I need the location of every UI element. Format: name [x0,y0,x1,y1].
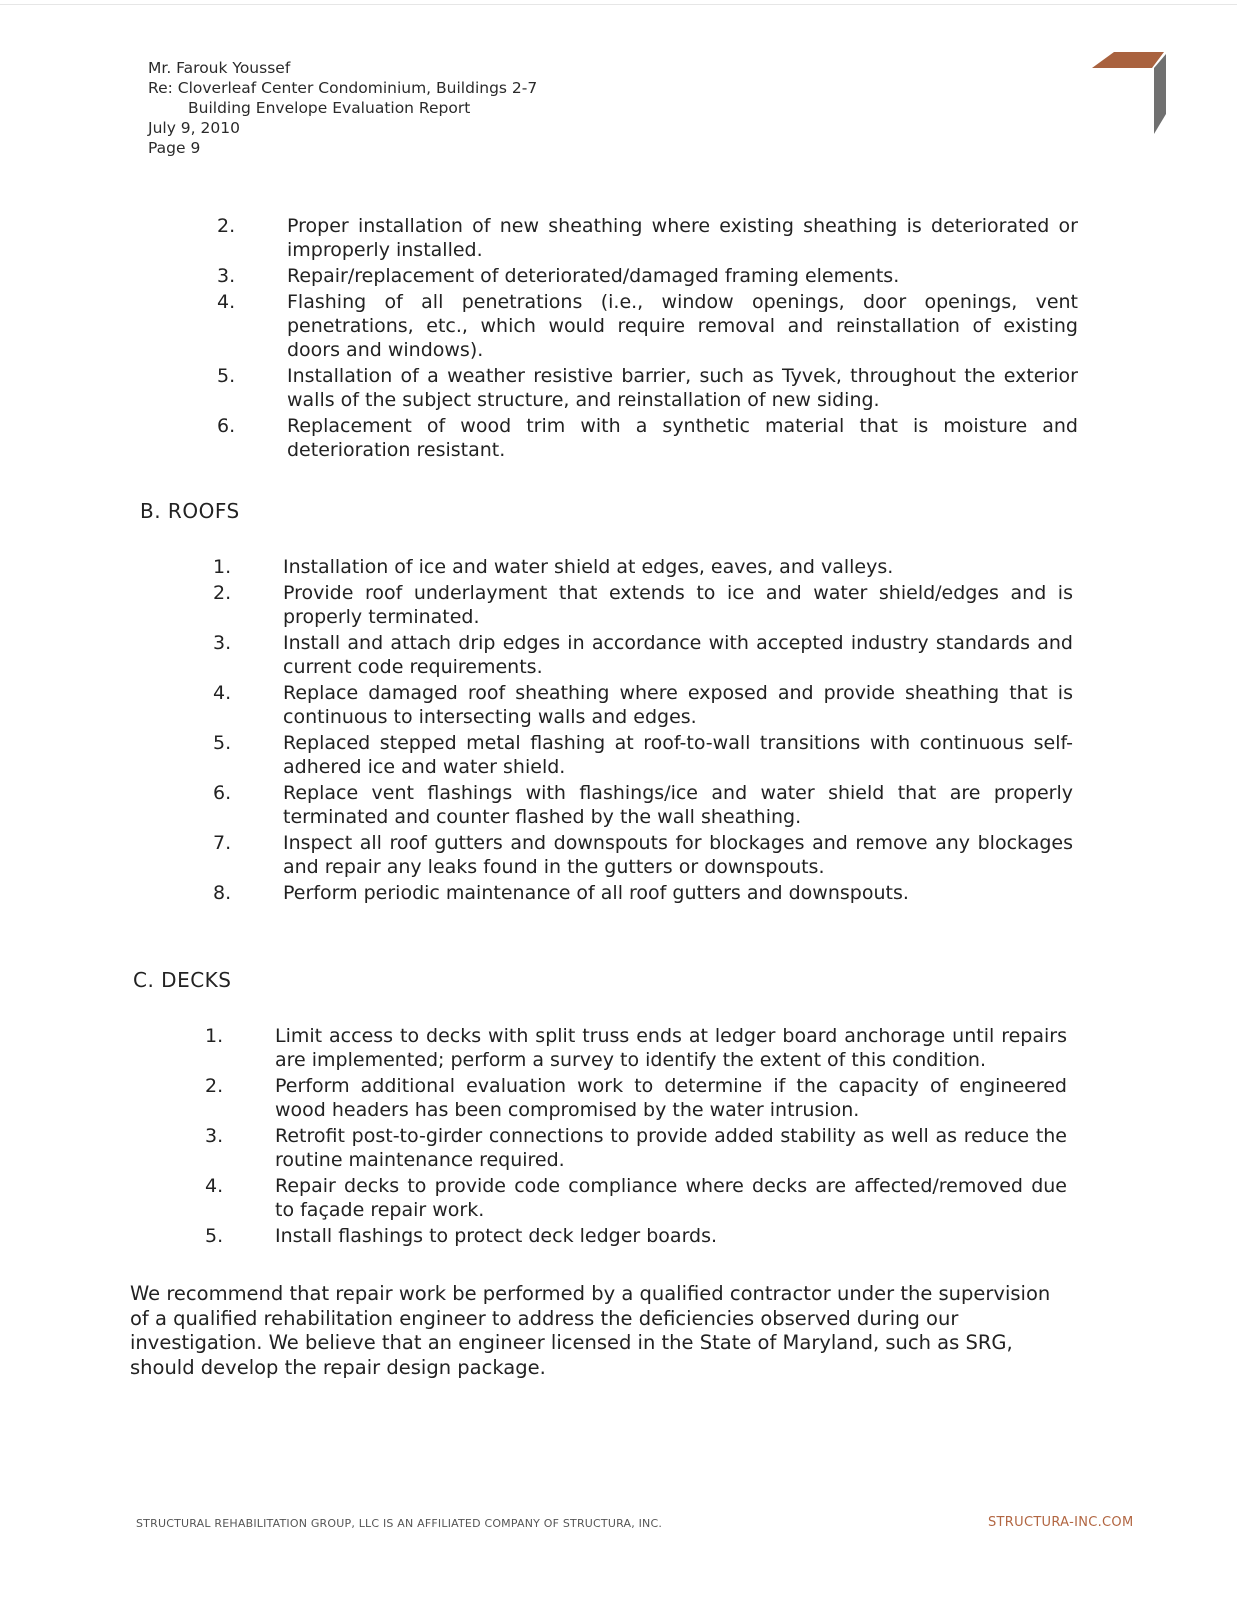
list-item-text: Repair decks to provide code compliance where decks are affected/removed due to façade repair work. [275,1175,1067,1221]
list-item-number: 1. [205,1025,224,1047]
footer-website: STRUCTURA-INC.COM [988,1515,1134,1530]
list-item [217,414,1078,462]
page-number: Page 9 [148,139,201,157]
list-item-text: Proper installation of new sheathing where existing sheathing is deteriorated or improperly installed. [287,215,1078,261]
list-item [213,581,1073,629]
list-item-text: Inspect all roof gutters and downspouts for blockages and remove any blockages and repair any leaks found in the gutters or downspouts. [283,832,1073,878]
decks-recommendations-list [205,1024,1067,1250]
list-item-number: 2. [205,1075,224,1097]
list-item-number: 7. [213,832,232,854]
list-item-text: Flashing of all penetrations (i.e., window openings, door openings, vent penetrations, etc., which would require removal and reinstallation of existing doors and windows). [287,291,1078,361]
list-item-text: Perform periodic maintenance of all roof gutters and downspouts. [283,882,909,904]
list-item-text: Replace damaged roof sheathing where exposed and provide sheathing that is continuous to intersecting walls and edges. [283,682,1073,728]
list-item [205,1074,1067,1122]
list-item-number: 4. [213,682,232,704]
list-item [213,781,1073,829]
top-rule [0,4,1237,5]
list-item-number: 3. [217,265,236,287]
list-item-text: Replaced stepped metal flashing at roof-to-wall transitions with continuous self-adhered ice and water shield. [283,732,1073,778]
list-item-number: 6. [213,782,232,804]
list-item-number: 3. [213,632,232,654]
list-item [205,1024,1067,1072]
list-item-number: 5. [205,1225,224,1247]
list-item [213,555,1073,579]
list-item-text: Perform additional evaluation work to determine if the capacity of engineered wood headers has been compromised by the water intrusion. [275,1075,1067,1121]
list-item-number: 6. [217,415,236,437]
list-item [213,881,1073,905]
list-item-number: 3. [205,1125,224,1147]
list-item-text: Installation of a weather resistive barrier, such as Tyvek, throughout the exterior walls of the subject structure, and reinstallation of new siding. [287,365,1078,411]
re-subject: Building Envelope Evaluation Report [188,99,471,117]
list-item-text: Repair/replacement of deteriorated/damaged framing elements. [287,265,900,287]
list-item-text: Limit access to decks with split truss ends at ledger board anchorage until repairs are implemented; perform a survey to identify the extent of this condition. [275,1025,1067,1071]
list-item-text: Replacement of wood trim with a synthetic material that is moisture and deterioration resistant. [287,415,1078,461]
list-item-number: 2. [217,215,236,237]
footer-affiliation: STRUCTURAL REHABILITATION GROUP, LLC IS AN AFFILIATED COMPANY OF STRUCTURA, INC. [136,1517,663,1530]
list-item-number: 5. [217,365,236,387]
letter-header [148,58,537,158]
letter-date: July 9, 2010 [148,119,240,137]
section-heading-roofs: B. ROOFS [140,499,240,523]
list-item [213,831,1073,879]
list-item [217,214,1078,262]
list-item [217,364,1078,412]
closing-paragraph: We recommend that repair work be performed by a qualified contractor under the supervision of a qualified rehabilitation engineer to address the deficiencies observed during our investigation. We believe that an engineer licensed in the State of Maryland, such as SRG, should develop the repair design package. [130,1282,1051,1379]
list-item [213,631,1073,679]
list-item [205,1174,1067,1222]
list-item-text: Installation of ice and water shield at edges, eaves, and valleys. [283,556,894,578]
list-item [205,1224,1067,1248]
re-line: Re: Cloverleaf Center Condominium, Buildings 2-7 [148,79,538,97]
list-item-text: Retrofit post-to-girder connections to provide added stability as well as reduce the routine maintenance required. [275,1125,1067,1171]
list-item-number: 5. [213,732,232,754]
list-item-number: 4. [217,291,236,313]
list-item-number: 1. [213,556,232,578]
list-item-text: Install flashings to protect deck ledger boards. [275,1225,718,1247]
list-item [217,290,1078,362]
list-item-text: Replace vent flashings with flashings/ice and water shield that are properly terminated and counter flashed by the wall sheathing. [283,782,1073,828]
list-item-text: Install and attach drip edges in accordance with accepted industry standards and current code requirements. [283,632,1073,678]
list-item-text: Provide roof underlayment that extends to ice and water shield/edges and is properly terminated. [283,582,1073,628]
list-item-number: 2. [213,582,232,604]
list-item-number: 4. [205,1175,224,1197]
list-item [217,264,1078,288]
roofs-recommendations-list [213,555,1073,907]
list-item [205,1124,1067,1172]
list-item-number: 8. [213,882,232,904]
section-heading-decks: C. DECKS [133,968,232,992]
list-item [213,681,1073,729]
list-item [213,731,1073,779]
recipient: Mr. Farouk Youssef [148,59,291,77]
structura-logo-icon [1092,48,1172,138]
walls-recommendations-list [217,214,1078,464]
